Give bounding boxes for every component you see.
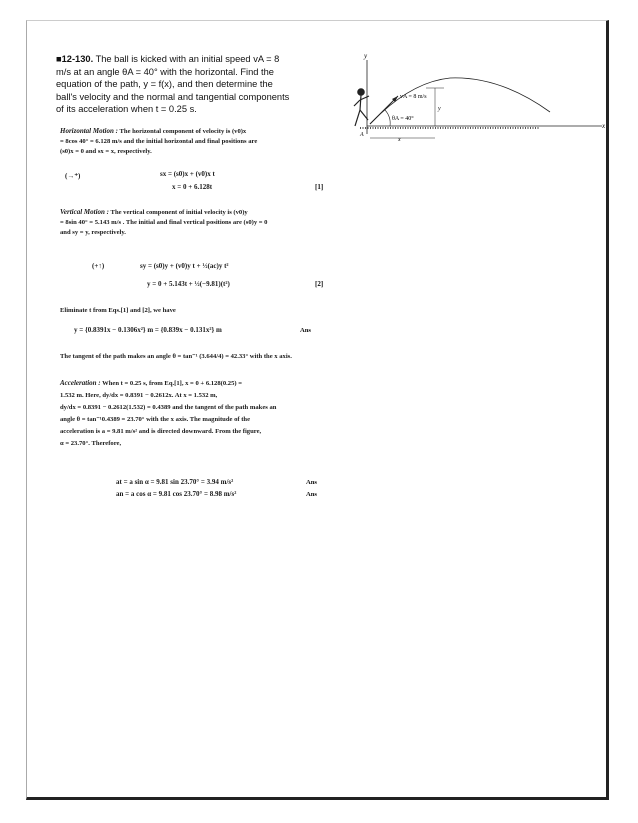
vertical-eq2: y = 0 + 5.143t + ½(−9.81)(t²) [147,280,230,288]
horizontal-line2: = 8cos 40° = 6.128 m/s and the initial horizontal and final positions are [60,138,258,145]
fig-label-y: y [364,52,368,60]
tangent-text: The tangent of the path makes an angle θ = tan⁻¹ (3.644/4) = 42.33° with the x axis. [60,353,292,360]
acceleration-line1: When t = 0.25 s, from Eq.[1], x = 0 + 6.128(0.25) = [102,380,242,387]
result-at: at = a sin α = 9.81 sin 23.70° = 3.94 m/s² [116,478,234,486]
vertical-heading: Vertical Motion : [60,208,110,216]
acceleration-line3: dy/dx = 0.8391 − 0.2612(1.532) = 0.4389 and the tangent of the path makes an [60,404,277,411]
problem-number: ■12-130. [56,54,94,64]
problem-statement [56,53,294,116]
acceleration-line4: angle θ = tan⁻¹0.4389 = 23.70° with the x axis. The magnitude of the [60,416,251,423]
horizontal-line1: The horizontal component of velocity is (v0)x [119,128,247,135]
result-at-ans: Ans [306,479,317,486]
horizontal-eq2: x = 0 + 6.128t [172,183,213,191]
acceleration-heading: Acceleration : [60,379,101,387]
result-an: an = a cos α = 9.81 cos 23.70° = 8.98 m/s² [116,490,237,498]
result-an-ans: Ans [306,491,317,498]
fig-label-theta: θA = 40° [392,116,414,122]
vertical-eq1: sy = (s0)y + (v0)y t + ½(ac)y t² [140,262,229,270]
eliminate-eq: y = {0.8391x − 0.1306x²} m = {0.839x − 0.131x²} m [74,326,222,334]
horizontal-heading: Horizontal Motion : [60,127,118,135]
horizontal-line3: (s0)x = 0 and sx = x, respectively. [60,148,152,155]
vertical-arrow: (+↑) [92,262,105,270]
acceleration-line5: acceleration is a = 9.81 m/s² and is directed downward. From the figure, [60,428,262,435]
horizontal-paragraph [60,126,340,157]
fig-label-va: vA = 8 m/s [400,94,427,100]
horizontal-arrow: (→⁺) [65,172,81,180]
eliminate-ans: Ans [300,327,311,334]
vertical-paragraph [60,207,340,238]
vertical-line2: = 8sin 40° = 5.143 m/s . The initial and final vertical positions are (s0)y = 0 [60,219,268,226]
vertical-line3: and sy = y, respectively. [60,229,126,236]
vertical-eqno: [2] [315,280,324,288]
acceleration-paragraph [60,377,350,450]
projectile-figure [340,48,610,148]
acceleration-line2: 1.532 m. Here, dy/dx = 0.8391 − 0.2612x. At x = 1.532 m, [60,392,218,399]
acceleration-line6: α = 23.70°. Therefore, [60,440,122,447]
horizontal-eqno: [1] [315,183,324,191]
fig-label-a: A [360,132,364,138]
problem-text: The ball is kicked with an initial speed vA = 8 m/s at an angle θA = 40° with the horizontal. Find the equation of the path, y = f(x), and then determine the ball's velocity and the normal and tangential components of its acceleration when t = 0.25 s. [56,54,290,114]
fig-label-x-dim: x [398,137,401,143]
vertical-line1: The vertical component of initial velocity is (v0)y [110,209,248,216]
fig-label-x: x [602,122,606,130]
fig-label-y-dim: y [438,106,441,112]
eliminate-text: Eliminate t from Eqs.[1] and [2], we have [60,307,176,314]
horizontal-eq1: sx = (s0)x + (v0)x t [160,170,215,178]
